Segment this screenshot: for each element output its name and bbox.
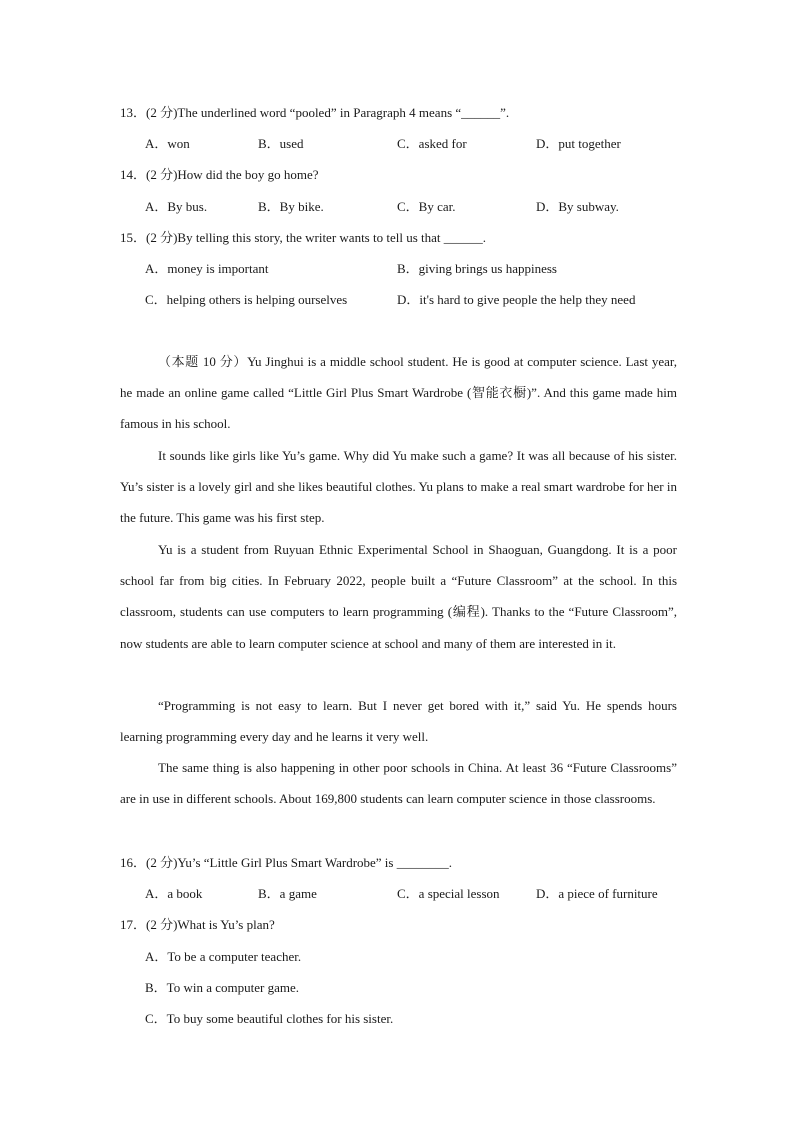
question-16-option-c: C．a special lesson	[397, 886, 500, 901]
question-15-option-c: C．helping others is helping ourselves	[145, 292, 348, 307]
question-17-stem: 17．(2 分)What is Yu’s plan?	[120, 917, 275, 932]
passage-paragraph-2: It sounds like girls like Yu’s game. Why did Yu make such a game? It was all because of his sister. Yu’s sister is a lovely girl and she likes beautiful clothes. Yu plans to make a real smart wardrobe for her in the future. This game was his first step.	[120, 448, 677, 526]
question-15-stem: 15．(2 分)By telling this story, the writer wants to tell us that ______.	[120, 230, 487, 245]
question-13-stem: 13．(2 分)The underlined word “pooled” in Paragraph 4 means “______”.	[120, 105, 510, 120]
passage-paragraph-5: The same thing is also happening in other poor schools in China. At least 36 “Future Classrooms” are in use in different schools. About 169,800 students can learn computer science in those classrooms.	[120, 760, 677, 807]
passage-paragraph-3: Yu is a student from Ruyuan Ethnic Experimental School in Shaoguan, Guangdong. It is a poor school far from big cities. In February 2022, people built a “Future Classroom” at the school. In this classroom, students can use computers to learn programming (编程). Thanks to the “Future Classroom”, now students are able to learn computer science at school and many of them are interested in it.	[120, 542, 677, 651]
question-17-option-a: A．To be a computer teacher.	[145, 949, 302, 964]
question-13-option-b: B．used	[258, 136, 304, 151]
question-13-option-c: C．asked for	[397, 136, 467, 151]
question-13-option-d: D．put together	[536, 136, 621, 151]
question-17-option-c: C．To buy some beautiful clothes for his sister.	[145, 1011, 394, 1026]
question-14-stem: 14．(2 分)How did the boy go home?	[120, 167, 319, 182]
passage-paragraph-4: “Programming is not easy to learn. But I never get bored with it,” said Yu. He spends hours learning programming every day and he learns it very well.	[120, 698, 677, 745]
question-14-option-a: A．By bus.	[145, 199, 208, 214]
question-16-stem: 16．(2 分)Yu’s “Little Girl Plus Smart Wardrobe” is ________.	[120, 855, 452, 870]
question-15-option-d: D．it's hard to give people the help they need	[397, 292, 636, 307]
question-14-option-d: D．By subway.	[536, 199, 619, 214]
question-16-option-a: A．a book	[145, 886, 203, 901]
question-17-option-b: B．To win a computer game.	[145, 980, 299, 995]
question-16-option-d: D．a piece of furniture	[536, 886, 658, 901]
question-14-option-c: C．By car.	[397, 199, 456, 214]
question-16-option-b: B．a game	[258, 886, 317, 901]
question-15-option-a: A．money is important	[145, 261, 269, 276]
passage-paragraph-1: （本题 10 分）Yu Jinghui is a middle school student. He is good at computer science. Last year, he made an online game called “Little Girl Plus Smart Wardrobe (智能衣橱)”. And this game made him famous in his school.	[120, 354, 677, 432]
question-13-option-a: A．won	[145, 136, 190, 151]
question-14-option-b: B．By bike.	[258, 199, 324, 214]
question-15-option-b: B．giving brings us happiness	[397, 261, 557, 276]
